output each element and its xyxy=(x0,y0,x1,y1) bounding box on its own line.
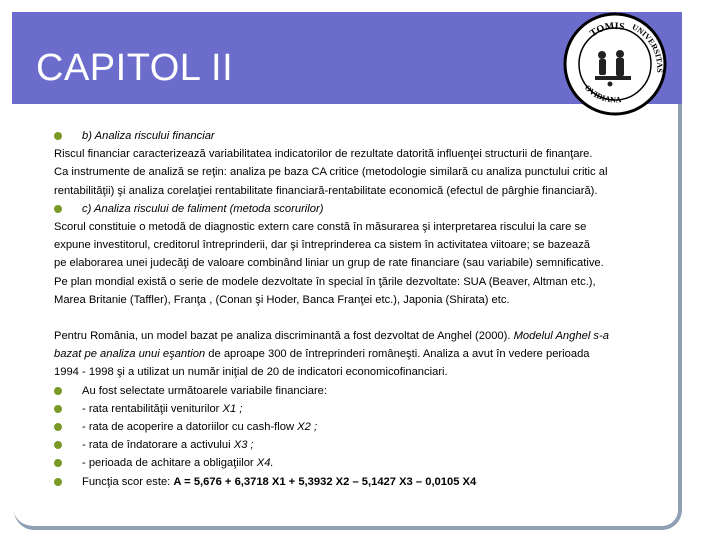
paragraph-line: Pe plan mondial există o serie de modele dezvoltate în special în ţările dezvoltate: SUA (Beaver, Altman etc.), xyxy=(54,275,596,288)
paragraph-line: pe elaborarea unei judecăţi de valoare combinând liniar un grup de rate financiare (sau variabile) semnificative. xyxy=(54,257,604,270)
paragraph-line xyxy=(54,327,694,345)
bullet-item xyxy=(54,127,694,145)
paragraph-line: Marea Britanie (Taffler), Franţa , (Conan şi Hoder, Banca Franţei etc.), Japonia (Shirata) etc. xyxy=(54,293,510,306)
bullet-icon xyxy=(54,405,62,413)
paragraph-line: expune investitorul, creditorul întreprinderii, dar şi întreprinderea ca sistem în activitatea viitoare; se bazează xyxy=(54,239,591,252)
bullet-item xyxy=(54,400,694,418)
variable-name: X1 ; xyxy=(222,402,243,415)
bullet-text: - perioada de achitare a obligaţiilor xyxy=(82,457,257,470)
paragraph-line: rentabilităţii) şi analiza corelaţiei rentabilitate financiară-rentabilitate economică (efectul de pârghie financiară). xyxy=(54,184,598,197)
bullet-text: - rata de acoperire a datoriilor cu cash-flow xyxy=(82,421,298,434)
text-segment: Pentru România, un model bazat pe analiza discriminantă a fost dezvoltat de Anghel (2000). xyxy=(54,330,514,343)
bullet-item xyxy=(54,200,694,218)
paragraph-line: Ca instrumente de analiză se reţin: analiza pe baza CA critice (metodologie similară cu analiza punctului critic al xyxy=(54,166,608,179)
bullet-icon xyxy=(54,205,62,213)
bullet-icon xyxy=(54,441,62,449)
bullet-text: - rata de îndatorare a activului xyxy=(82,439,234,452)
seal-right-text: UNIVERSITAS xyxy=(630,22,665,73)
text-segment: bazat pe analiza unui eşantion xyxy=(54,348,206,361)
paragraph-line: Riscul financiar caracterizează variabilitatea indicatorilor de rezultate datorită influenţei structurii de finanţare. xyxy=(54,148,593,161)
bullet-text: - rata rentabilităţii veniturilor xyxy=(82,402,223,415)
paragraph-line: 1994 - 1998 şi a utilizat un număr iniţial de 20 de indicatori economicofinanciari. xyxy=(54,366,448,379)
bullet-icon xyxy=(54,423,62,431)
section-b-heading: b) Analiza riscului financiar xyxy=(82,130,215,142)
bullet-item xyxy=(54,473,694,491)
slide-title: CAPITOL II xyxy=(36,47,234,89)
bullet-text: Au fost selectate următoarele variabile financiare: xyxy=(82,384,328,397)
paragraph-line: Scorul constituie o metodă de diagnostic extern care constă în măsurarea şi interpretarea riscului la care se xyxy=(54,221,587,234)
bullet-icon xyxy=(54,478,62,486)
slide-content xyxy=(54,127,694,491)
bullet-icon xyxy=(54,387,62,395)
university-seal-logo xyxy=(560,10,670,118)
bullet-item xyxy=(54,382,694,400)
variable-name: X4. xyxy=(256,457,274,470)
score-label: Funcţia scor este: xyxy=(82,475,174,488)
bullet-item xyxy=(54,418,694,436)
bullet-item xyxy=(54,436,694,454)
seal-bottom-text: OVIDIANA xyxy=(582,83,622,105)
paragraph-line xyxy=(54,345,694,363)
variable-name: X3 ; xyxy=(233,439,254,452)
score-formula: A = 5,676 + 6,3718 X1 + 5,3932 X2 – 5,1427 X3 – 0,0105 X4 xyxy=(173,475,477,488)
seal-top-text: TOMIS xyxy=(588,20,626,40)
bullet-item xyxy=(54,454,694,472)
text-segment: de aproape 300 de întreprinderi româneşti. Analiza a avut în vedere perioada xyxy=(205,348,590,361)
bullet-icon xyxy=(54,132,62,140)
variable-name: X2 ; xyxy=(297,421,318,434)
text-segment: Modelul Anghel s-a xyxy=(513,330,609,343)
bullet-icon xyxy=(54,459,62,467)
section-c-heading: c) Analiza riscului de faliment (metoda scorurilor) xyxy=(82,202,324,215)
